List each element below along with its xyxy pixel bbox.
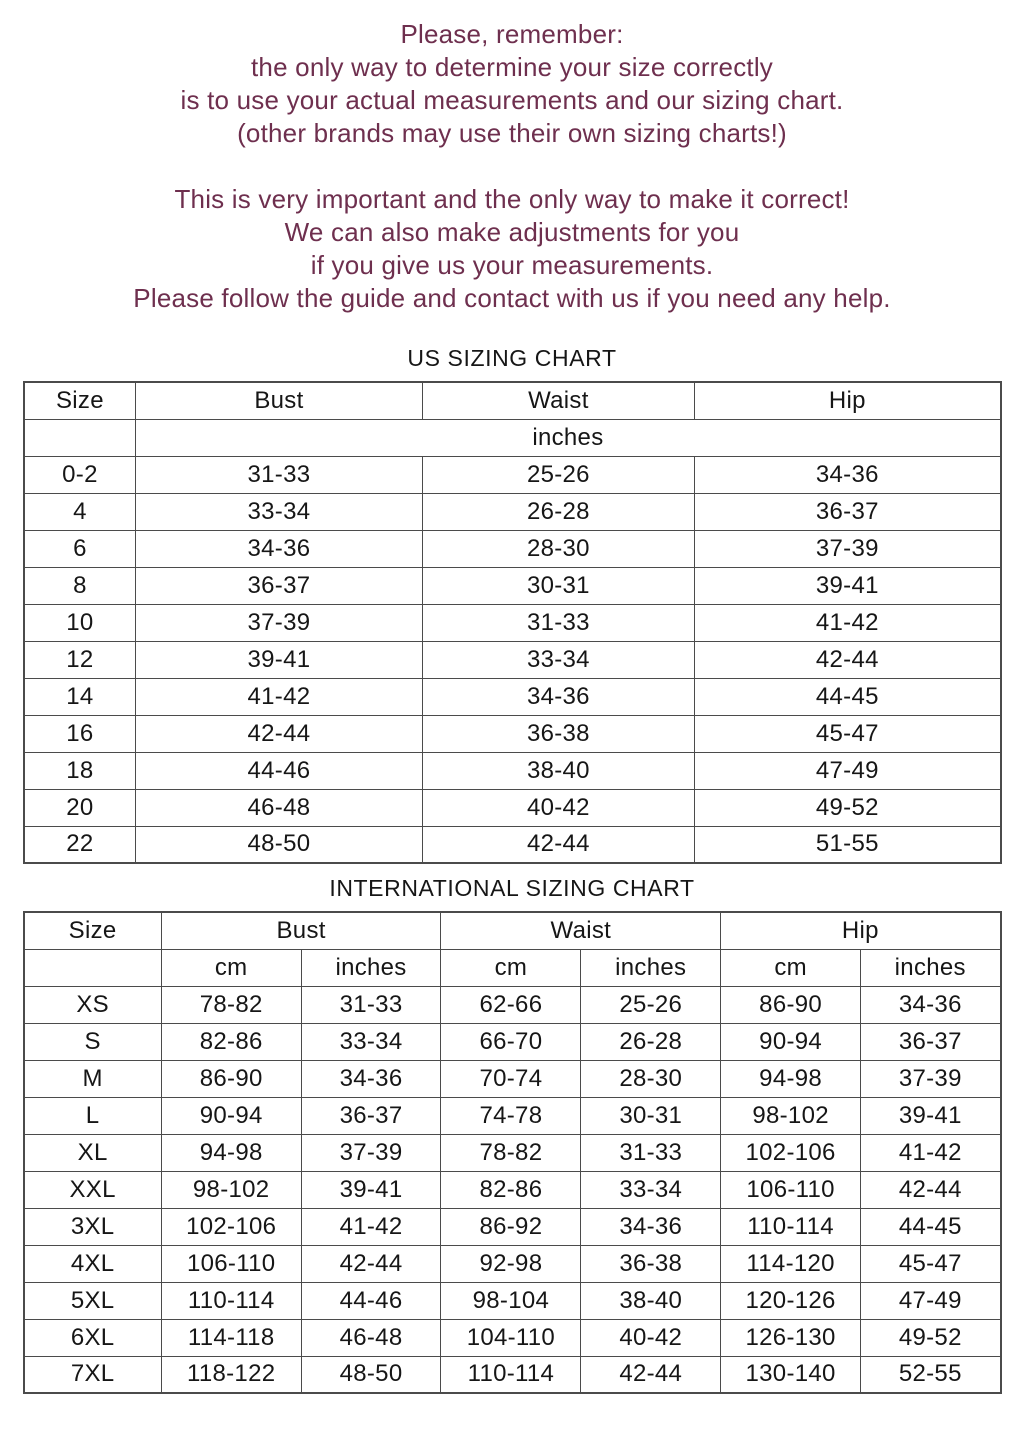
us-header-waist: Waist <box>422 382 695 419</box>
measurement-cell: 47-49 <box>861 1282 1001 1319</box>
intro-line: (other brands may use their own sizing charts!) <box>237 118 787 148</box>
measurement-cell: 25-26 <box>422 456 695 493</box>
measurement-cell: 33-34 <box>422 641 695 678</box>
table-row <box>24 1097 1001 1134</box>
measurement-cell: 110-114 <box>721 1208 861 1245</box>
us-header-bust: Bust <box>136 382 422 419</box>
measurement-cell: 52-55 <box>861 1356 1001 1393</box>
measurement-cell: 36-37 <box>136 567 422 604</box>
measurement-cell: 34-36 <box>301 1060 441 1097</box>
measurement-cell: 39-41 <box>301 1171 441 1208</box>
measurement-cell: 36-38 <box>422 715 695 752</box>
measurement-cell: 92-98 <box>441 1245 581 1282</box>
size-cell: 3XL <box>24 1208 162 1245</box>
measurement-cell: 41-42 <box>136 678 422 715</box>
measurement-cell: 82-86 <box>161 1023 301 1060</box>
measurement-cell: 46-48 <box>301 1319 441 1356</box>
intl-unit-waist-cm: cm <box>441 949 581 986</box>
intro-line: the only way to determine your size correctly <box>251 52 773 82</box>
intl-table-body <box>24 986 1001 1393</box>
intro-line: We can also make adjustments for you <box>284 217 740 247</box>
table-row <box>24 1319 1001 1356</box>
us-table-header <box>24 382 1001 456</box>
measurement-cell: 42-44 <box>422 826 695 863</box>
intl-unit-row <box>24 949 1001 986</box>
measurement-cell: 41-42 <box>861 1134 1001 1171</box>
measurement-cell: 114-118 <box>161 1319 301 1356</box>
measurement-cell: 39-41 <box>695 567 1001 604</box>
intl-unit-hip-inches: inches <box>861 949 1001 986</box>
measurement-cell: 44-46 <box>136 752 422 789</box>
us-header-size: Size <box>24 382 136 419</box>
measurement-cell: 62-66 <box>441 986 581 1023</box>
empty-cell <box>24 419 136 456</box>
measurement-cell: 104-110 <box>441 1319 581 1356</box>
measurement-cell: 106-110 <box>161 1245 301 1282</box>
measurement-cell: 31-33 <box>581 1134 721 1171</box>
measurement-cell: 40-42 <box>422 789 695 826</box>
table-row <box>24 752 1001 789</box>
table-row <box>24 715 1001 752</box>
intl-unit-bust-inches: inches <box>301 949 441 986</box>
table-row <box>24 1060 1001 1097</box>
us-header-row <box>24 382 1001 419</box>
empty-cell <box>24 949 162 986</box>
measurement-cell: 34-36 <box>581 1208 721 1245</box>
size-cell: 12 <box>24 641 136 678</box>
intl-unit-bust-cm: cm <box>161 949 301 986</box>
size-cell: 4XL <box>24 1245 162 1282</box>
measurement-cell: 51-55 <box>695 826 1001 863</box>
intro-paragraph-1 <box>0 18 1024 150</box>
size-cell: M <box>24 1060 162 1097</box>
table-row <box>24 678 1001 715</box>
size-cell: 18 <box>24 752 136 789</box>
measurement-cell: 48-50 <box>136 826 422 863</box>
table-row <box>24 493 1001 530</box>
measurement-cell: 74-78 <box>441 1097 581 1134</box>
intl-header-waist: Waist <box>441 912 721 949</box>
table-row <box>24 1171 1001 1208</box>
table-row <box>24 986 1001 1023</box>
measurement-cell: 31-33 <box>136 456 422 493</box>
measurement-cell: 44-45 <box>695 678 1001 715</box>
table-row <box>24 1245 1001 1282</box>
measurement-cell: 42-44 <box>301 1245 441 1282</box>
size-cell: 0-2 <box>24 456 136 493</box>
table-row <box>24 641 1001 678</box>
size-cell: 22 <box>24 826 136 863</box>
size-cell: 5XL <box>24 1282 162 1319</box>
table-row <box>24 1023 1001 1060</box>
measurement-cell: 47-49 <box>695 752 1001 789</box>
intl-table-header <box>24 912 1001 986</box>
table-row <box>24 456 1001 493</box>
measurement-cell: 94-98 <box>161 1134 301 1171</box>
intro-note <box>0 0 1024 315</box>
size-cell: 14 <box>24 678 136 715</box>
table-row <box>24 1134 1001 1171</box>
measurement-cell: 37-39 <box>301 1134 441 1171</box>
measurement-cell: 33-34 <box>301 1023 441 1060</box>
measurement-cell: 38-40 <box>581 1282 721 1319</box>
intro-line: Please, remember: <box>400 19 624 49</box>
intl-chart-title: INTERNATIONAL SIZING CHART <box>329 875 695 901</box>
table-row <box>24 604 1001 641</box>
us-table-body <box>24 456 1001 863</box>
intl-header-row <box>24 912 1001 949</box>
size-cell: 7XL <box>24 1356 162 1393</box>
size-cell: 20 <box>24 789 136 826</box>
measurement-cell: 34-36 <box>861 986 1001 1023</box>
measurement-cell: 102-106 <box>161 1208 301 1245</box>
measurement-cell: 36-37 <box>695 493 1001 530</box>
measurement-cell: 98-102 <box>721 1097 861 1134</box>
measurement-cell: 86-92 <box>441 1208 581 1245</box>
measurement-cell: 28-30 <box>581 1060 721 1097</box>
measurement-cell: 33-34 <box>136 493 422 530</box>
size-cell: 16 <box>24 715 136 752</box>
size-cell: L <box>24 1097 162 1134</box>
measurement-cell: 41-42 <box>695 604 1001 641</box>
measurement-cell: 25-26 <box>581 986 721 1023</box>
measurement-cell: 34-36 <box>695 456 1001 493</box>
measurement-cell: 49-52 <box>861 1319 1001 1356</box>
measurement-cell: 90-94 <box>721 1023 861 1060</box>
measurement-cell: 37-39 <box>695 530 1001 567</box>
measurement-cell: 70-74 <box>441 1060 581 1097</box>
measurement-cell: 44-46 <box>301 1282 441 1319</box>
table-row <box>24 789 1001 826</box>
measurement-cell: 94-98 <box>721 1060 861 1097</box>
measurement-cell: 98-104 <box>441 1282 581 1319</box>
size-cell: XL <box>24 1134 162 1171</box>
measurement-cell: 42-44 <box>695 641 1001 678</box>
measurement-cell: 114-120 <box>721 1245 861 1282</box>
measurement-cell: 78-82 <box>441 1134 581 1171</box>
table-row <box>24 1282 1001 1319</box>
size-cell: 6XL <box>24 1319 162 1356</box>
size-cell: 4 <box>24 493 136 530</box>
size-cell: XS <box>24 986 162 1023</box>
us-chart-title: US SIZING CHART <box>407 345 617 371</box>
measurement-cell: 86-90 <box>161 1060 301 1097</box>
measurement-cell: 38-40 <box>422 752 695 789</box>
table-row <box>24 530 1001 567</box>
measurement-cell: 126-130 <box>721 1319 861 1356</box>
intro-line: Please follow the guide and contact with us if you need any help. <box>133 283 891 313</box>
measurement-cell: 39-41 <box>136 641 422 678</box>
table-row <box>24 1208 1001 1245</box>
measurement-cell: 36-37 <box>301 1097 441 1134</box>
measurement-cell: 49-52 <box>695 789 1001 826</box>
measurement-cell: 33-34 <box>581 1171 721 1208</box>
intl-header-size: Size <box>24 912 162 949</box>
intro-line: is to use your actual measurements and our sizing chart. <box>180 85 844 115</box>
table-row <box>24 567 1001 604</box>
measurement-cell: 78-82 <box>161 986 301 1023</box>
measurement-cell: 42-44 <box>581 1356 721 1393</box>
measurement-cell: 42-44 <box>136 715 422 752</box>
measurement-cell: 102-106 <box>721 1134 861 1171</box>
measurement-cell: 36-38 <box>581 1245 721 1282</box>
measurement-cell: 28-30 <box>422 530 695 567</box>
intro-paragraph-2 <box>0 183 1024 315</box>
measurement-cell: 34-36 <box>422 678 695 715</box>
measurement-cell: 40-42 <box>581 1319 721 1356</box>
measurement-cell: 66-70 <box>441 1023 581 1060</box>
size-cell: XXL <box>24 1171 162 1208</box>
measurement-cell: 39-41 <box>861 1097 1001 1134</box>
intro-line: if you give us your measurements. <box>310 250 714 280</box>
table-row <box>24 826 1001 863</box>
measurement-cell: 98-102 <box>161 1171 301 1208</box>
table-row <box>24 1356 1001 1393</box>
size-cell: S <box>24 1023 162 1060</box>
measurement-cell: 26-28 <box>581 1023 721 1060</box>
measurement-cell: 82-86 <box>441 1171 581 1208</box>
measurement-cell: 46-48 <box>136 789 422 826</box>
measurement-cell: 37-39 <box>136 604 422 641</box>
international-sizing-table <box>23 911 1002 1394</box>
measurement-cell: 45-47 <box>861 1245 1001 1282</box>
intl-unit-waist-inches: inches <box>581 949 721 986</box>
intl-header-hip: Hip <box>721 912 1001 949</box>
us-sizing-table <box>23 381 1002 864</box>
us-header-hip: Hip <box>695 382 1001 419</box>
intl-header-bust: Bust <box>161 912 441 949</box>
size-cell: 8 <box>24 567 136 604</box>
measurement-cell: 130-140 <box>721 1356 861 1393</box>
measurement-cell: 36-37 <box>861 1023 1001 1060</box>
measurement-cell: 110-114 <box>441 1356 581 1393</box>
size-cell: 6 <box>24 530 136 567</box>
measurement-cell: 26-28 <box>422 493 695 530</box>
measurement-cell: 110-114 <box>161 1282 301 1319</box>
measurement-cell: 86-90 <box>721 986 861 1023</box>
measurement-cell: 118-122 <box>161 1356 301 1393</box>
measurement-cell: 45-47 <box>695 715 1001 752</box>
measurement-cell: 37-39 <box>861 1060 1001 1097</box>
measurement-cell: 31-33 <box>301 986 441 1023</box>
measurement-cell: 41-42 <box>301 1208 441 1245</box>
measurement-cell: 42-44 <box>861 1171 1001 1208</box>
intl-unit-hip-cm: cm <box>721 949 861 986</box>
size-cell: 10 <box>24 604 136 641</box>
measurement-cell: 30-31 <box>581 1097 721 1134</box>
measurement-cell: 34-36 <box>136 530 422 567</box>
measurement-cell: 44-45 <box>861 1208 1001 1245</box>
intro-line: This is very important and the only way to make it correct! <box>174 184 850 214</box>
measurement-cell: 90-94 <box>161 1097 301 1134</box>
measurement-cell: 120-126 <box>721 1282 861 1319</box>
us-unit-cell: inches <box>136 419 1001 456</box>
us-unit-row <box>24 419 1001 456</box>
measurement-cell: 31-33 <box>422 604 695 641</box>
measurement-cell: 106-110 <box>721 1171 861 1208</box>
measurement-cell: 30-31 <box>422 567 695 604</box>
measurement-cell: 48-50 <box>301 1356 441 1393</box>
